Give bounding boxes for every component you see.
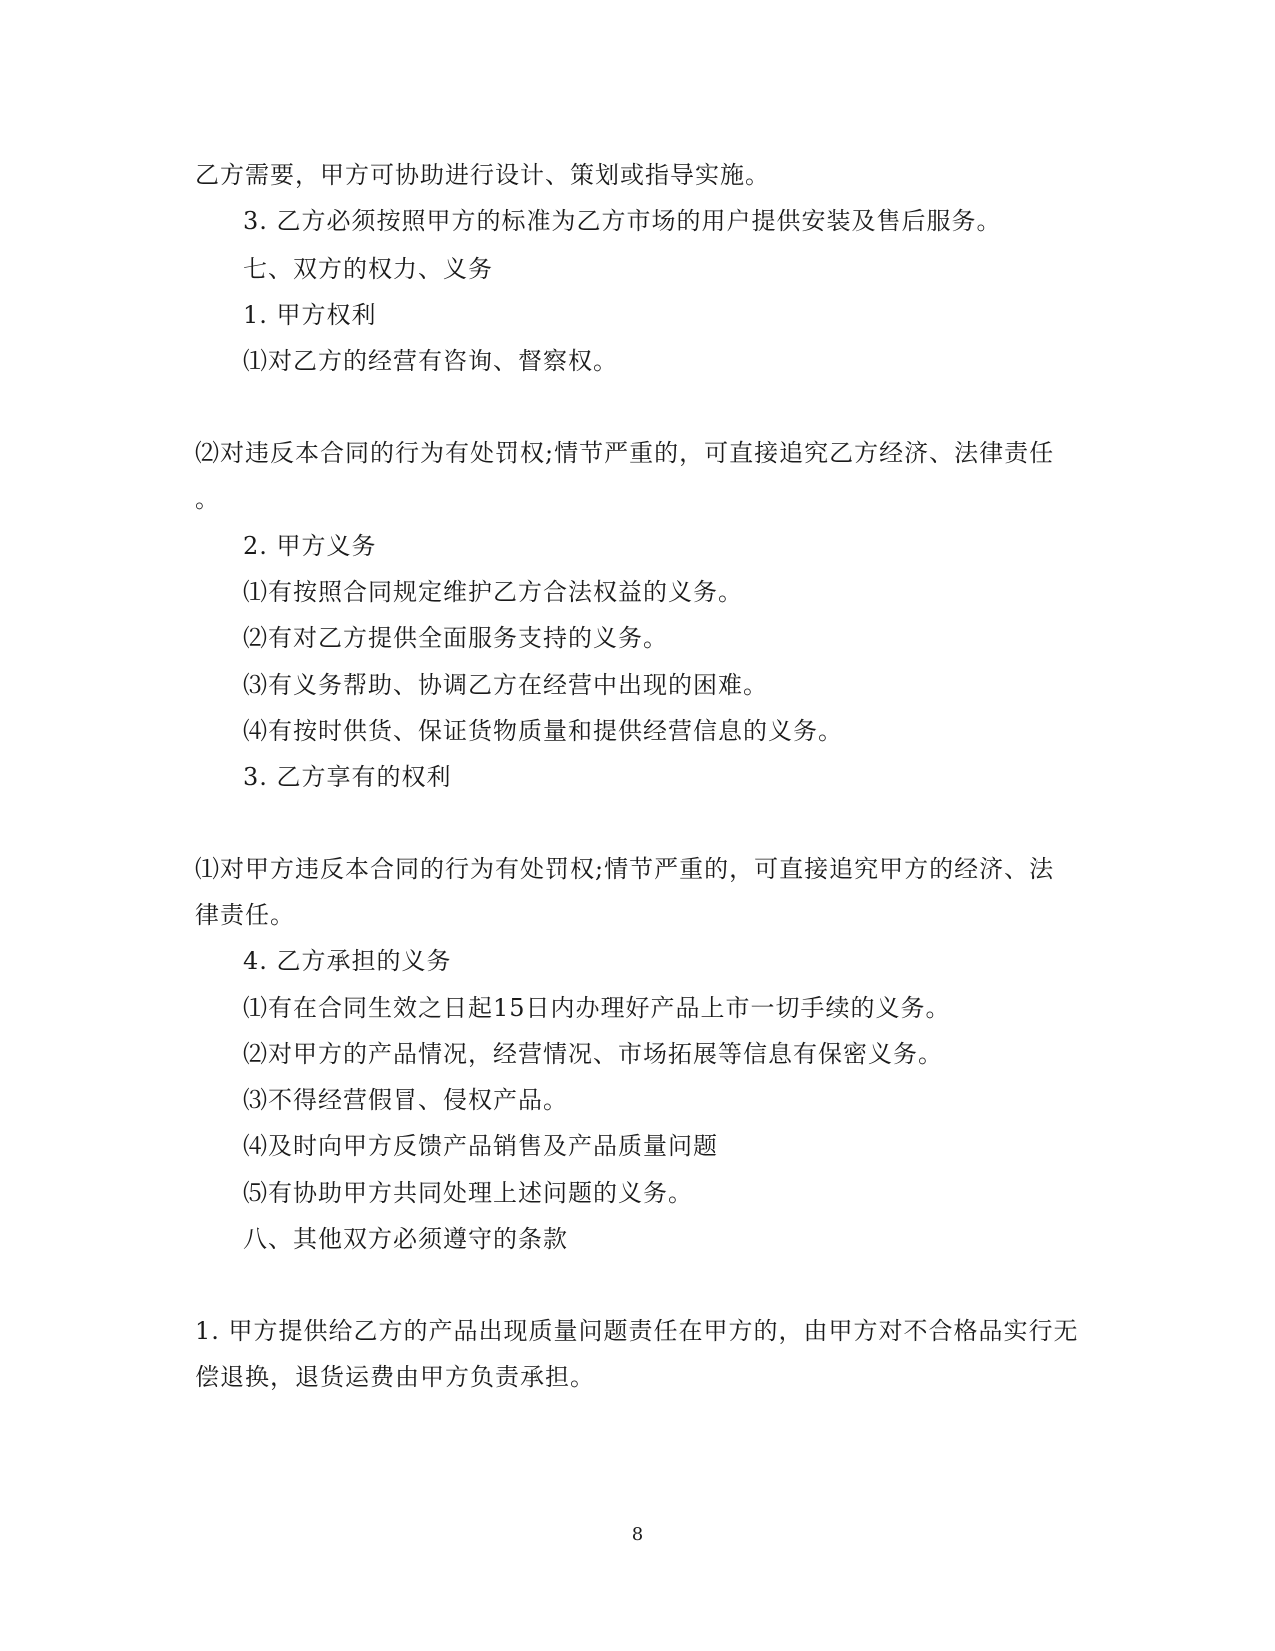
subsection-heading: 3. 乙方享有的权利 — [243, 763, 452, 791]
list-item: ⑵对违反本合同的行为有处罚权;情节严重的，可直接追究乙方经济、法律责任 — [195, 439, 1055, 467]
list-item: ⑵有对乙方提供全面服务支持的义务。 — [243, 624, 668, 652]
page-number: 8 — [631, 1524, 644, 1545]
text-line: 律责任。 — [195, 901, 295, 929]
section-heading: 七、双方的权力、义务 — [243, 255, 493, 283]
list-item: ⑴有在合同生效之日起15日内办理好产品上市一切手续的义务。 — [243, 994, 951, 1022]
list-item: ⑴对乙方的经营有咨询、督察权。 — [243, 347, 618, 375]
text-line: 偿退换，退货运费由甲方负责承担。 — [195, 1363, 595, 1391]
list-item: ⑸有协助甲方共同处理上述问题的义务。 — [243, 1179, 693, 1207]
list-item: ⑶不得经营假冒、侵权产品。 — [243, 1086, 568, 1114]
list-item: ⑷有按时供货、保证货物质量和提供经营信息的义务。 — [243, 717, 843, 745]
text-line: 3. 乙方必须按照甲方的标准为乙方市场的用户提供安装及售后服务。 — [243, 207, 1002, 235]
list-item: ⑴对甲方违反本合同的行为有处罚权;情节严重的，可直接追究甲方的经济、法 — [195, 855, 1055, 883]
list-item: ⑴有按照合同规定维护乙方合法权益的义务。 — [243, 578, 743, 606]
list-item: ⑷及时向甲方反馈产品销售及产品质量问题 — [243, 1132, 718, 1160]
text-line: 乙方需要，甲方可协助进行设计、策划或指导实施。 — [195, 161, 770, 189]
subsection-heading: 1. 甲方权利 — [243, 301, 377, 329]
subsection-heading: 2. 甲方义务 — [243, 532, 377, 560]
text-line: 。 — [195, 485, 220, 513]
subsection-heading: 4. 乙方承担的义务 — [243, 947, 452, 975]
list-item: ⑶有义务帮助、协调乙方在经营中出现的困难。 — [243, 671, 768, 699]
section-heading: 八、其他双方必须遵守的条款 — [243, 1225, 568, 1253]
list-item: ⑵对甲方的产品情况，经营情况、市场拓展等信息有保密义务。 — [243, 1040, 943, 1068]
text-line: 1. 甲方提供给乙方的产品出现质量问题责任在甲方的，由甲方对不合格品实行无 — [195, 1317, 1079, 1345]
